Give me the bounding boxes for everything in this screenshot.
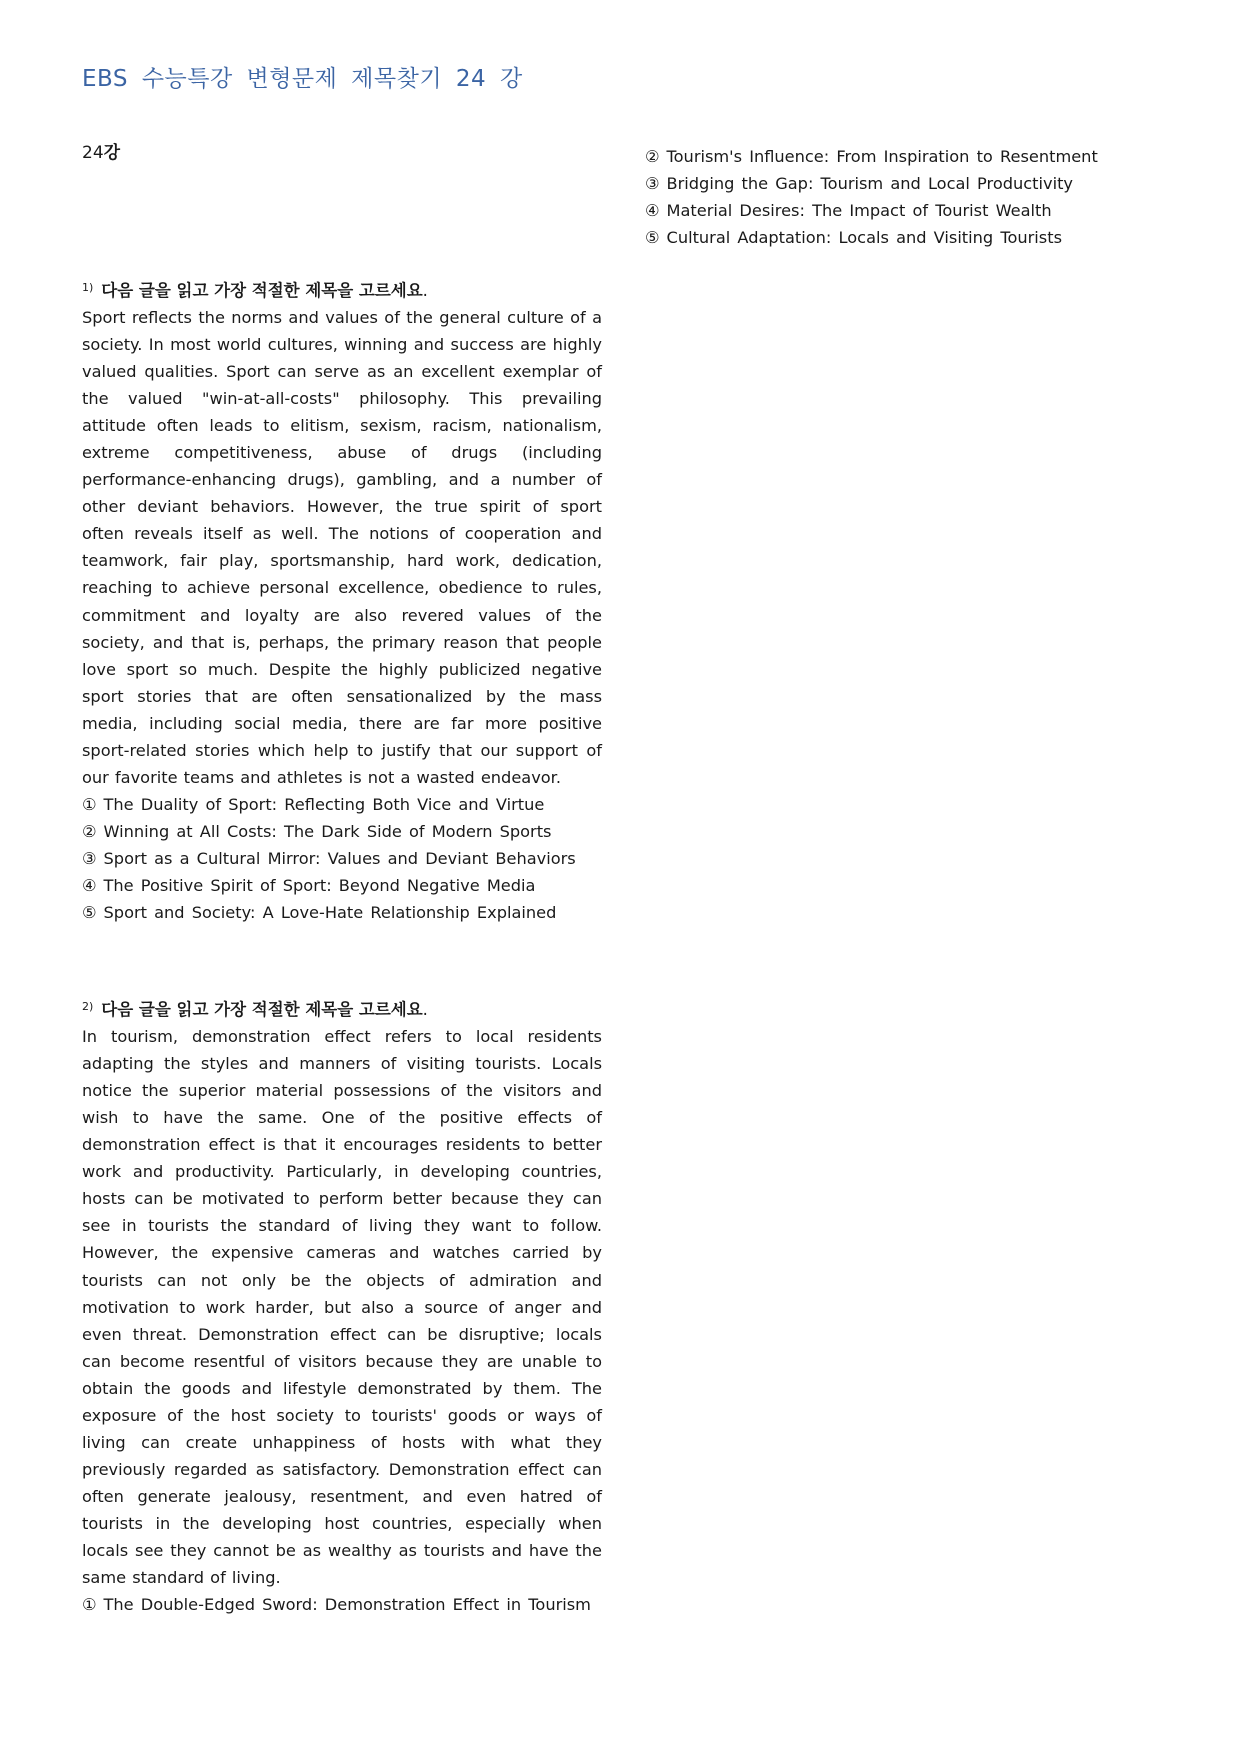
option-text: Winning at All Costs: The Dark Side of Modern Sports <box>103 821 552 841</box>
question-2-prompt <box>82 993 602 1023</box>
option-text: Bridging the Gap: Tourism and Local Productivity <box>666 174 1074 194</box>
option-text: Tourism's Influence: From Inspiration to Resentment <box>666 147 1098 166</box>
option-text: Sport and Society: A Love-Hate Relationship Explained <box>103 903 557 923</box>
option-number-icon: ③ <box>82 848 97 868</box>
page-header-title: EBS 수능특강 변형문제 제목찾기 24 강 <box>82 66 523 92</box>
option-text: The Duality of Sport: Reflecting Both Vice and Virtue <box>103 794 545 814</box>
question-prompt-period: . <box>422 281 428 300</box>
option-number-icon: ④ <box>645 201 660 221</box>
option-item[interactable] <box>82 845 602 872</box>
option-number-icon: ⑤ <box>645 228 660 248</box>
option-item[interactable] <box>82 899 602 926</box>
option-number-icon: ① <box>82 794 97 814</box>
option-item[interactable] <box>82 872 602 899</box>
question-number: 2) <box>82 1000 94 1014</box>
question-2-passage: In tourism, demonstration effect refers to local residents adapting the styles and manners of visiting tourists. Locals notice the superior material possessions of the visitors and wish to have the same. One of the positive effects of demonstration effect is that it encourages residents to better work and productivity. Particularly, in developing countries, hosts can be motivated to perform better because they can see in tourists the standard of living they want to follow. However, the expensive cameras and watches carried by tourists can not only be the objects of admiration and motivation to work harder, but also a source of anger and even threat. Demonstration effect can be disruptive; locals can become resentful of visitors because they are unable to obtain the goods and lifestyle demonstrated by them. The exposure of the host society to tourists' goods or ways of living can create unhappiness of hosts with what they previously regarded as satisfactory. Demonstration effect can often generate jealousy, resentment, and even hatred of tourists in the developing host countries, especially when locals see they cannot be as wealthy as tourists and have the same standard of living. <box>82 1027 602 1588</box>
option-number-icon: ② <box>645 147 660 166</box>
option-number-icon: ⑤ <box>82 903 97 923</box>
option-item[interactable] <box>645 170 1165 197</box>
question-2 <box>82 993 602 1618</box>
option-number-icon: ③ <box>645 174 660 194</box>
question-2-options-part2 <box>645 143 1165 251</box>
option-text: The Positive Spirit of Sport: Beyond Negative Media <box>103 875 536 895</box>
option-text: The Double-Edged Sword: Demonstration Effect in Tourism <box>103 1595 591 1615</box>
option-item[interactable] <box>82 1591 602 1618</box>
option-number-icon: ① <box>82 1595 97 1615</box>
lesson-number: 24 <box>82 143 104 163</box>
lesson-label <box>82 140 602 167</box>
option-item[interactable] <box>82 791 602 818</box>
option-item[interactable] <box>82 818 602 845</box>
lesson-suffix: 강 <box>103 143 121 163</box>
question-number: 1) <box>82 281 94 294</box>
option-item[interactable] <box>645 143 1165 170</box>
option-text: Cultural Adaptation: Locals and Visiting Tourists <box>666 228 1063 248</box>
question-1-options <box>82 791 602 926</box>
question-1-prompt <box>82 274 602 304</box>
option-text: Material Desires: The Impact of Tourist Wealth <box>666 201 1052 221</box>
option-number-icon: ④ <box>82 875 97 895</box>
question-prompt-text: 다음 글을 읽고 가장 적절한 제목을 고르세요 <box>101 281 423 300</box>
question-1-passage: Sport reflects the norms and values of the general culture of a society. In most world cultures, winning and success are highly valued qualities. Sport can serve as an excellent exemplar of the valued "win-at-all-costs" philosophy. This prevailing attitude often leads to elitism, sexism, racism, nationalism, extreme competitiveness, abuse of drugs (including performance-enhancing drugs), gambling, and a number of other deviant behaviors. However, the true spirit of sport often reveals itself as well. The notions of cooperation and teamwork, fair play, sportsmanship, hard work, dedication, reaching to achieve personal excellence, obedience to rules, commitment and loyalty are also revered values of the society, and that is, perhaps, the primary reason that people love sport so much. Despite the highly publicized negative sport stories that are often sensationalized by the mass media, including social media, there are far more positive sport-related stories which help to justify that our support of our favorite teams and athletes is not a wasted endeavor. <box>82 308 602 787</box>
right-column <box>645 143 1165 251</box>
option-number-icon: ② <box>82 821 97 841</box>
left-column <box>82 140 602 1618</box>
option-item[interactable] <box>645 224 1165 251</box>
option-text: Sport as a Cultural Mirror: Values and Deviant Behaviors <box>103 848 576 868</box>
question-1 <box>82 274 602 926</box>
question-prompt-period: . <box>422 1000 428 1020</box>
question-prompt-text: 다음 글을 읽고 가장 적절한 제목을 고르세요 <box>101 1000 423 1020</box>
option-item[interactable] <box>645 197 1165 224</box>
question-2-options-part1 <box>82 1591 602 1618</box>
